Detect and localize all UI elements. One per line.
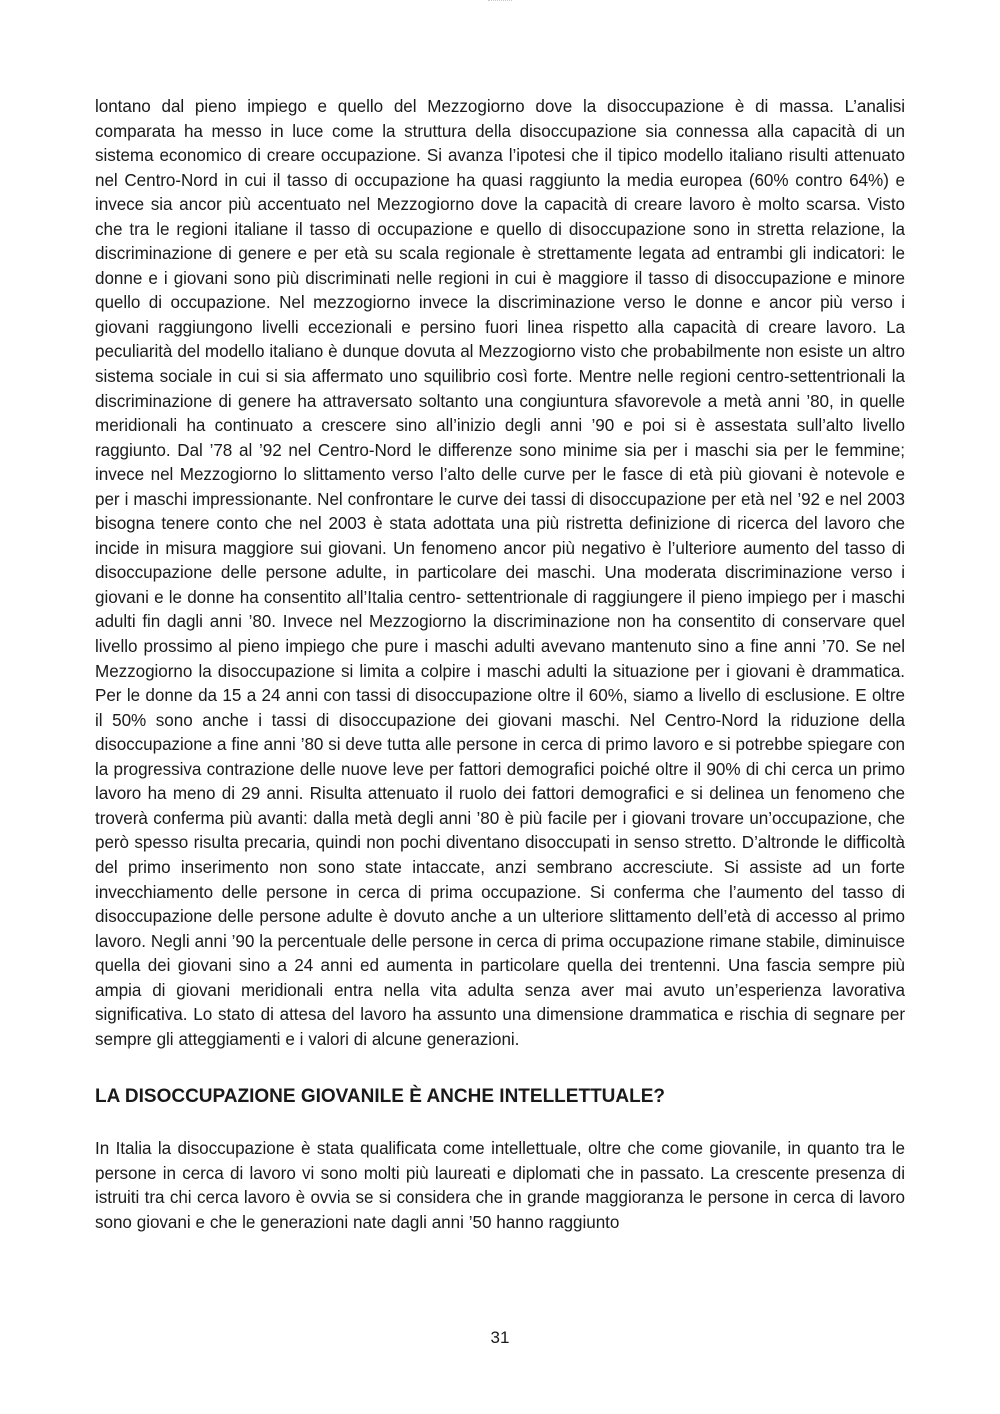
body-paragraph-1: lontano dal pieno impiego e quello del Mezzogiorno dove la disoccupazione è di massa. L’analisi comparata ha messo in luce come la struttura della disoccupazione sia connessa alla capacità di un sistema economico di creare occupazione. Si avanza l’ipotesi che il tipico modello italiano risulti attenuato nel Centro-Nord in cui il tasso di occupazione ha quasi raggiunto la media europea (60% contro 64%) e invece sia ancor più accentuato nel Mezzogiorno dove la capacità di creare lavoro è molto scarsa. Visto che tra le regioni italiane il tasso di occupazione e quello di disoccupazione sono in stretta relazione, la discriminazione di genere e per età su scala regionale è strettamente legata ad entrambi gli indicatori: le donne e i giovani sono più discriminati nelle regioni in cui è maggiore il tasso di disoccupazione e minore quello di occupazione. Nel mezzogiorno invece la discriminazione verso le donne e ancor più verso i giovani raggiungono livelli eccezionali e persino fuori linea rispetto alla capacità di creare lavoro. La peculiarità del modello italiano è dunque dovuta al Mezzogiorno visto che probabilmente non esiste un altro sistema sociale in cui si sia affermato uno squilibrio così forte. Mentre nelle regioni centro-settentrionali la discriminazione di genere ha attraversato soltanto una congiuntura sfavorevole a metà anni ’80, in quelle meridionali ha continuato a crescere sino all’inizio degli anni ’90 e poi si è assestata sull’alto livello raggiunto. Dal ’78 al ’92 nel Centro-Nord le differenze sono minime sia per i maschi sia per le femmine; invece nel Mezzogiorno lo slittamento verso l’alto delle curve per le fasce di età più giovani è notevole e per i maschi impressionante. Nel confrontare le curve dei tassi di disoccupazione per età nel ’92 e nel 2003 bisogna tenere conto che nel 2003 è stata adottata una più ristretta definizione di ricerca del lavoro che incide in misura maggiore sui giovani. Un fenomeno ancor più negativo è l’ulteriore aumento del tasso di disoccupazione delle persone adulte, in particolare dei maschi. Una moderata discriminazione verso i giovani e le donne ha consentito all’Italia centro- settentrionale di raggiungere il pieno impiego per i maschi adulti fin dagli anni ’80. Invece nel Mezzogiorno la discriminazione non ha consentito di conservare quel livello prossimo al pieno impiego che pure i maschi adulti avevano mantenuto sino a fine anni ’70. Se nel Mezzogiorno la disoccupazione si limita a colpire i maschi adulti la situazione per i giovani è drammatica. Per le donne da 15 a 24 anni con tassi di disoccupazione oltre il 60%, siamo a livello di esclusione. E oltre il 50% sono anche i tassi di disoccupazione dei giovani maschi. Nel Centro-Nord la riduzione della disoccupazione a fine anni ’80 si deve tutta alle persone in cerca di primo lavoro e si potrebbe spiegare con la progressiva contrazione delle nuove leve per fattori demografici poiché oltre il 90% di chi cerca un primo lavoro ha meno di 29 anni. Risulta attenuato il ruolo dei fattori demografici e si delinea un fenomeno che troverà conferma più avanti: dalla metà degli anni ’80 è più facile per i giovani trovare un’occupazione, che però spesso risulta precaria, quindi non pochi diventano disoccupati in senso stretto. D’altronde le difficoltà del primo inserimento non sono state intaccate, anzi sembrano accresciute. Si assiste ad un forte invecchiamento delle persone in cerca di prima occupazione. Si conferma che l’aumento del tasso di disoccupazione delle persone adulte è dovuto anche a un ulteriore slittamento dell’età di accesso al primo lavoro. Negli anni ’90 la percentuale delle persone in cerca di prima occupazione rimane stabile, diminuisce quella dei giovani sino a 24 anni ed aumenta in particolare quella dei trentenni. Una fascia sempre più ampia di giovani meridionali entra nella vita adulta senza aver mai avuto un’esperienza lavorativa significativa. Lo stato di attesa del lavoro ha assunto una dimensione drammatica e rischia di segnare per sempre gli atteggiamenti e i valori di alcune generazioni.: [95, 97, 905, 1049]
page-body: [95, 95, 905, 1236]
section-heading: LA DISOCCUPAZIONE GIOVANILE È ANCHE INTELLETTUALE?: [95, 1086, 665, 1108]
body-paragraph-2: In Italia la disoccupazione è stata qualificata come intellettuale, oltre che come giovanile, in quanto tra le persone in cerca di lavoro vi sono molti più laureati e diplomati che in passato. La crescente presenza di istruiti tra chi cerca lavoro è ovvia se si considera che in grande maggioranza le persone in cerca di lavoro sono giovani e che le generazioni nate dagli anni ’50 hanno raggiunto: [95, 1139, 905, 1232]
header-mark: [488, 0, 512, 4]
page-number: 31: [490, 1328, 510, 1347]
